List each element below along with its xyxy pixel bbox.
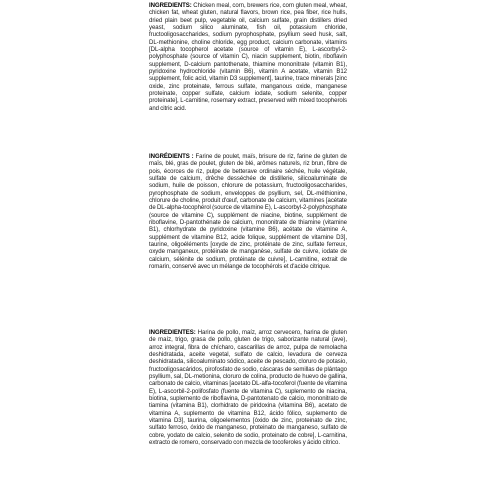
ingredients-english: [149, 3, 347, 117]
ingredients-text-french: Farine de poulet, maïs, brisure de riz, farine de gluten de maïs, blé, gras de poulet, gluten de blé, arômes naturels, riz brun, fibre de pois, écorces de riz, pulpe de betterave ordinaire séchée, huile végétale, sulfate de calcium, drêche desséchée de distillerie, silicoaluminate de sodium, huile de poisson, chlorure de potassium, fructooligosaccharides, pyrophosphate de sodium, enveloppes de psyllium, sel, DL-méthionine, chlorure de choline, produit d'œuf, carbonate de calcium, vitamines [acétate de DL-alpha-tocophérol (source de vitamine E), L-ascorbyl-2-polyphosphate (source de vitamine C), supplément de niacine, biotine, supplément de riboflavine, D-pantothénate de calcium, mononitrate de thiamine (vitamine B1), chlorhydrate de pyridoxine (vitamine B6), acétate de vitamine A, supplément de vitamine B12, acide folique, supplément de vitamine D3], taurine, oligoéléments [oxyde de zinc, protéinate de zinc, sulfate ferreux, oxyde manganeux, protéinate de manganèse, sulfate de cuivre, iodate de calcium, sélénite de sodium, protéinate de cuivre], L-carnitine, extrait de romarin, conservé avec un mélange de tocophérols et d'acide citrique.: [149, 154, 347, 271]
ingredients-french: [149, 154, 347, 312]
ingredients-heading-english: INGREDIENTS:: [149, 3, 192, 9]
ingredients-heading-french: INGRÉDIENTS :: [149, 154, 194, 160]
ingredients-heading-spanish: INGREDIENTES:: [149, 330, 196, 336]
ingredients-spanish: [149, 330, 347, 478]
ingredients-text-english: Chicken meal, corn, brewers rice, corn gluten meal, wheat, chicken fat, wheat gluten, natural flavors, brown rice, pea fiber, rice hulls, dried plain beet pulp, vegetable oil, calcium sulfate, grain distillers dried yeast, sodium silico aluminate, fish oil, potassium chloride, fructooligosaccharides, sodium pyrophosphate, psyllium seed husk, salt, DL-methionine, choline chloride, egg product, calcium carbonate, vitamins [DL-alpha tocopherol acetate (source of vitamin E), L-ascorbyl-2-polyphosphate (source of vitamin C), niacin supplement, biotin, riboflavin supplement, D-calcium pantothenate, thiamine mononitrate (vitamin B1), pyridoxine hydrochloride (vitamin B6), vitamin A acetate, vitamin B12 supplement, folic acid, vitamin D3 supplement], taurine, trace minerals [zinc oxide, zinc proteinate, ferrous sulfate, manganous oxide, manganese proteinate, copper sulfate, calcium iodate, sodium selenite, copper proteinate], L-carnitine, rosemary extract, preserved with mixed tocopherols and citric acid.: [149, 3, 347, 112]
ingredients-text-spanish: Harina de pollo, maíz, arroz cervecero, harina de gluten de maíz, trigo, grasa de pollo, gluten de trigo, saborizante natural (ave), arroz integral, fibra de chícharo, cascarillas de arroz, pulpa de remolacha deshidratada, aceite vegetal, sulfato de calcio, levadura de cerveza deshidratada, silicoaluminato sódico, aceite de pescado, cloruro de potasio, fructooligosacáridos, pirofosfato de sodio, cáscaras de semillas de plántago psyllium, sal, DL-metionina, cloruro de colina, producto de huevo de gallina, carbonato de calcio, vitaminas [acetato DL-alfa-tocoferol (fuente de vitamina E), L-ascorbil-2-polifosfato (fuente de vitamina C), suplemento de niacina, biotina, suplemento de riboflavina, D-pantotenato de calcio, mononitrato de tiamina (vitamina B1), clorhidrato de piridoxina (vitamina B6), acetato de vitamina A, suplemento de vitamina B12, ácido fólico, suplemento de vitamina D3], taurina, oligoelementos [óxido de zinc, proteinato de zinc, sulfato ferroso, óxido de manganeso, proteinato de manganeso, sulfato de cobre, yodato de calcio, selenito de sodio, proteinato de cobre], L-carnitina, extracto de romero, conservado con mezcla de tocoferoles y ácido cítrico.: [149, 330, 347, 447]
